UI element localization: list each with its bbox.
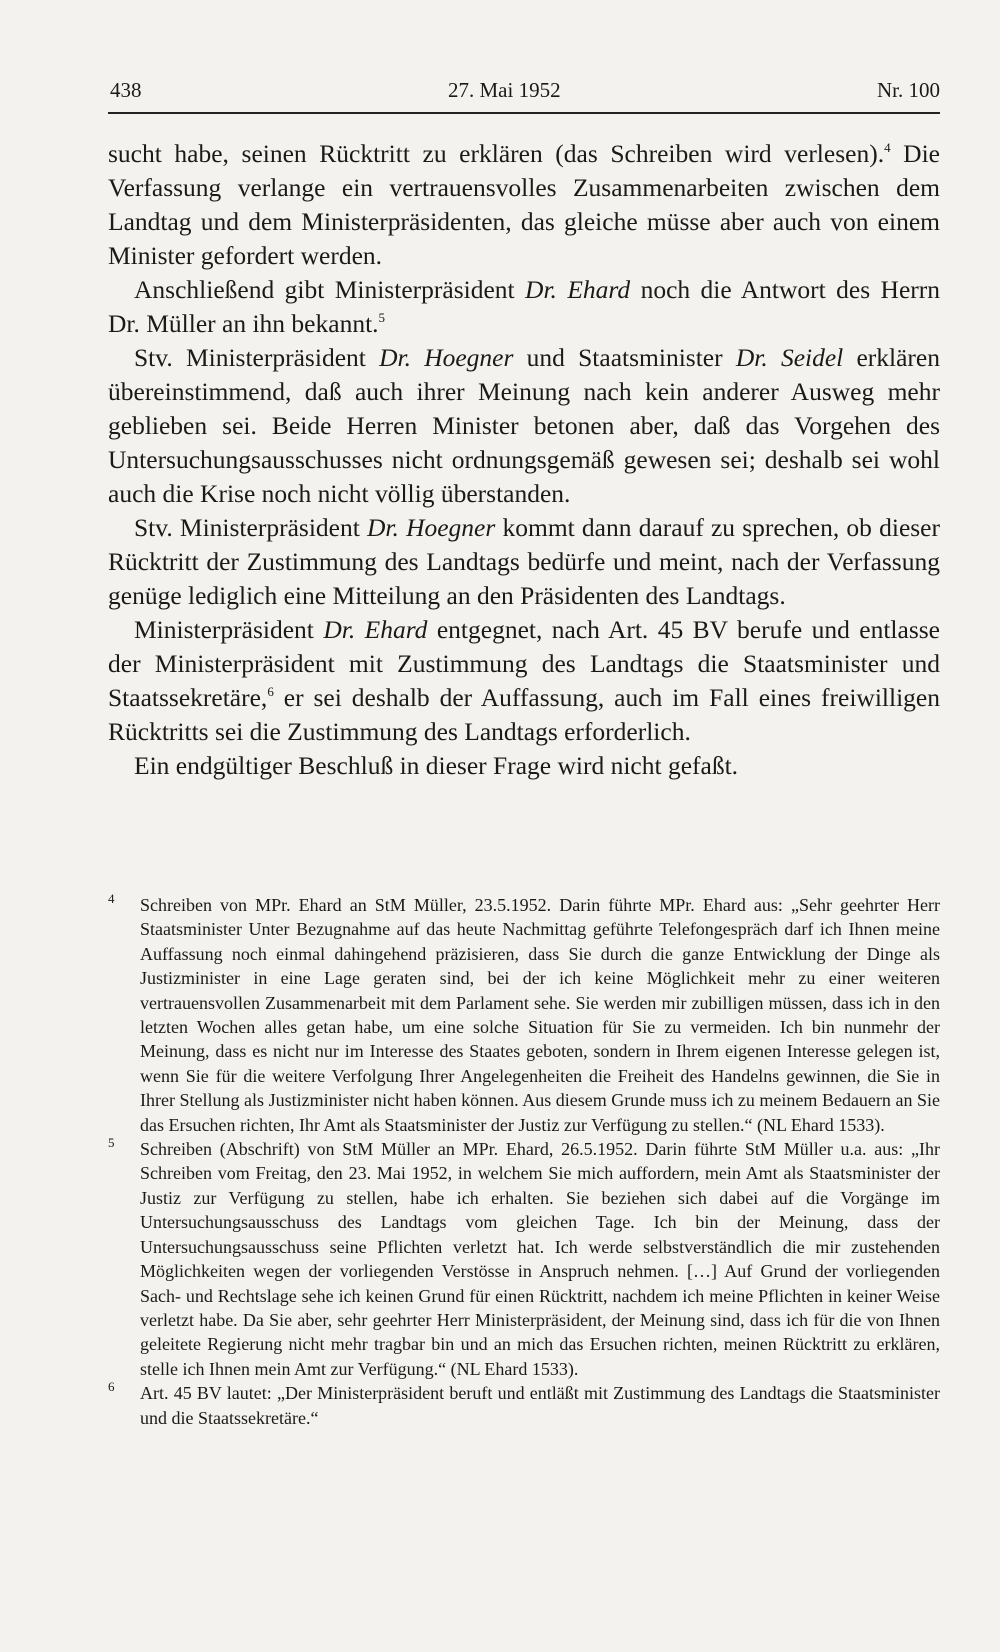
running-header (108, 78, 940, 114)
footnote-ref-6: 6 (267, 684, 274, 699)
footnote-text: Art. 45 BV lautet: „Der Ministerpräsident beruft und entläßt mit Zustimmung des Landtags die Staatsminister und die Staatssekretäre.“ (140, 1383, 940, 1428)
paragraph-3-name-2: Seidel (767, 343, 844, 372)
paragraph-4-name: Hoegner (398, 513, 496, 542)
paragraph-1 (108, 137, 940, 273)
paragraph-4-title: Dr. (367, 513, 399, 542)
footnote-ref-5: 5 (378, 310, 386, 325)
paragraph-2-name: Ehard (556, 275, 631, 304)
paragraph-5-text-c: er sei deshalb der Auffassung, auch im Fall eines freiwilligen Rücktritts sei die Zustimmung des Landtags erforderlich. (108, 683, 940, 746)
footnote-number: 6 (108, 1379, 115, 1395)
paragraph-4-text-a: Stv. Ministerpräsident (134, 513, 367, 542)
paragraph-4 (108, 511, 940, 613)
paragraph-2-title: Dr. (525, 275, 557, 304)
paragraph-5-title: Dr. (323, 615, 356, 644)
paragraph-3-title-1: Dr. (379, 343, 411, 372)
paragraph-5-text-a: Ministerpräsident (134, 615, 324, 644)
paragraph-3-title-2: Dr. (735, 343, 768, 372)
paragraph-3-text-a: Stv. Ministerpräsident (134, 343, 380, 372)
paragraph-3-text-b: und Staatsminister (513, 343, 736, 372)
paragraph-6: Ein endgültiger Beschluß in dieser Frage wird nicht gefaßt. (134, 751, 739, 780)
footnote-number: 4 (108, 891, 115, 906)
paragraph-5 (108, 613, 940, 749)
paragraph-3 (108, 341, 940, 511)
paragraph-1-text-a: sucht habe, seinen Rücktritt zu erklären (das Schreiben wird verlesen). (108, 139, 885, 168)
footnote-text: Schreiben von MPr. Ehard an StM Müller, 23.5.1952. Darin führte MPr. Ehard aus: „Sehr geehrter Herr Staatsminister Unter Bezugnahme auf das heute Nachmittag geführte Telefongespräch darf ich Ihnen meine Auffassung noch einmal dahingehend präzisieren, dass Sie durch die ganze Entwicklung der Dinge als Justizminister in eine Lage geraten sind, bei der ich keine Möglichkeit mehr zu einer weiteren vertrauensvollen Zusammenarbeit mit dem Parlament sehe. Sie werden mir zubilligen müssen, dass ich in den letzten Wochen alles getan habe, um eine solche Situation für Sie zu vermeiden. Ich bin nunmehr der Meinung, dass es nicht nur im Interesse des Staates geboten, sondern in Ihrem eigenen Interesse gelegen ist, wenn Sie für die weitere Verfolgung Ihrer Angelegenheiten die Freiheit des Handelns gewinnen, die Sie in Ihrer Stellung als Justizminister nicht haben können. Aus diesem Grunde muss ich zu meinem Bedauern an Sie das Ersuchen richten, Ihr Amt als Staatsminister der Justiz zur Verfügung zu stellen.“ (NL Ehard 1533). (140, 895, 940, 1135)
paragraph-4-text-b: kommt dann darauf zu sprechen, ob dieser Rücktritt der Zustimmung des Landtags bedürfe und meint, nach der Verfassung genüge lediglich eine Mitteilung an den Präsidenten des Landtags. (108, 513, 940, 610)
page-number: 438 (110, 78, 142, 102)
paragraph-5-text-b: entgegnet, nach Art. 45 BV berufe und entlasse der Ministerpräsident mit Zustimmung des Landtags die Staatsminister und Staatssekretäre, (108, 615, 940, 712)
document-number: Nr. 100 (877, 78, 940, 102)
paragraph-1-text-b: Die Verfassung verlange ein vertrauensvolles Zusammenarbeiten zwischen dem Landtag und dem Ministerpräsidenten, das gleiche müsse aber auch von einem Minister gefordert werden. (108, 139, 940, 270)
paragraph-3-name-1: Hoegner (410, 343, 514, 372)
paragraph-2-text-a: Anschließend gibt Ministerpräsident (134, 275, 526, 304)
footnote-number: 5 (108, 1135, 115, 1151)
header-date: 27. Mai 1952 (448, 78, 561, 102)
paragraph-5-name: Ehard (355, 615, 428, 644)
footnote-6 (108, 1381, 940, 1430)
footnote-4 (108, 893, 940, 1137)
paragraph-3-text-c: erklären übereinstimmend, daß auch ihrer Meinung nach kein anderer Ausweg mehr geblieben sei. Beide Herren Minister betonen aber, daß das Vorgehen des Untersuchungsausschusses nicht ordnungsgemäß gewesen sei; deshalb sei wohl auch die Krise noch nicht völlig überstanden. (108, 343, 940, 508)
paragraph-2-text-b: noch die Antwort des Herrn Dr. Müller an ihn bekannt. (108, 275, 941, 338)
footnote-text: Schreiben (Abschrift) von StM Müller an MPr. Ehard, 26.5.1952. Darin führte StM Müller u.a. aus: „Ihr Schreiben vom Freitag, den 23. Mai 1952, in welchem Sie mich auffordern, mein Amt als Staatsminister der Justiz zur Verfügung zu stellen, habe ich erhalten. Sie beziehen sich dabei auf die Vorgänge im Untersuchungsausschuss des Landtags vom gleichen Tage. Ich bin der Meinung, dass der Untersuchungsausschuss seine Pflichten verletzt hat. Ich werde selbstverständlich die mir zustehenden Möglichkeiten wegen der vorliegenden Verstösse in Anspruch nehmen. […] Auf Grund der vorliegenden Sach- und Rechtslage sehe ich keinen Grund für einen Rücktritt, nachdem ich meine Pflichten in keiner Weise verletzt habe. Da Sie aber, sehr geehrter Herr Ministerpräsident, der Meinung sind, dass ich für die von Ihnen geleitete Regierung nicht mehr tragbar bin und an mich das Ersuchen richten, meinen Rücktritt zu erklären, stelle ich Ihnen mein Amt zur Verfügung.“ (NL Ehard 1533). (140, 1139, 940, 1379)
main-text (108, 137, 940, 783)
footnotes (108, 893, 940, 1430)
footnote-5 (108, 1137, 940, 1381)
footnote-ref-4: 4 (884, 140, 891, 155)
paragraph-2 (108, 273, 940, 341)
